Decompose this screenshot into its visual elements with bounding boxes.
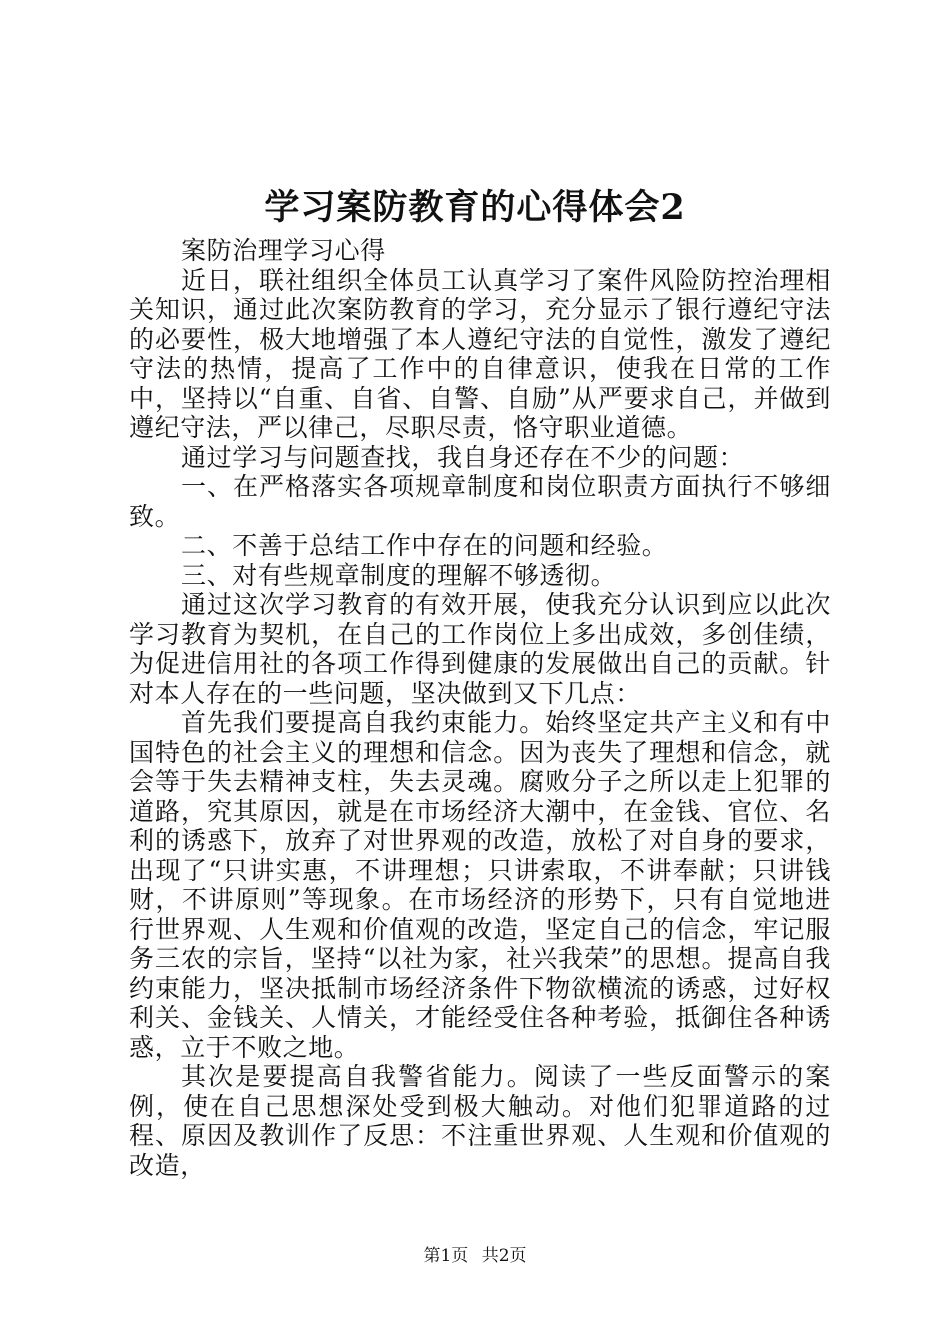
body-paragraph: 通过这次学习教育的有效开展，使我充分认识到应以此次学习教育为契机，在自己的工作岗位上多出成效，多创佳绩，为促进信用社的各项工作得到健康的发展做出自己的贡献。针对本人存在的一些问题，坚决做到又下几点： — [129, 590, 831, 708]
body-paragraph-list-item: 二、不善于总结工作中存在的问题和经验。 — [181, 531, 668, 560]
document-body — [129, 236, 831, 1180]
page-footer — [0, 1244, 950, 1268]
body-paragraph: 其次是要提高自我警省能力。阅读了一些反面警示的案例，使在自己思想深处受到极大触动。对他们犯罪道路的过程、原因及教训作了反思：不注重世界观、人生观和价值观的改造， — [129, 1062, 831, 1180]
page-number-total: 共2页 — [481, 1246, 527, 1266]
page-number-current: 第1页 — [423, 1246, 469, 1266]
body-paragraph-list-item: 三、对有些规章制度的理解不够透彻。 — [181, 560, 617, 590]
body-paragraph: 通过学习与问题查找，我自身还存在不少的问题： — [181, 442, 745, 472]
body-paragraph-heading: 案防治理学习心得 — [181, 236, 386, 265]
document-title: 学习案防教育的心得体会2 — [264, 187, 686, 228]
body-paragraph-list-item: 一、在严格落实各项规章制度和岗位职责方面执行不够细致。 — [129, 472, 831, 531]
body-paragraph: 首先我们要提高自我约束能力。始终坚定共产主义和有中国特色的社会主义的理想和信念。因为丧失了理想和信念，就会等于失去精神支柱，失去灵魂。腐败分子之所以走上犯罪的道路，究其原因，就是在市场经济大潮中，在金钱、官位、名利的诱惑下，放弃了对世界观的改造，放松了对自身的要求，出现了“只讲实惠，不讲理想；只讲索取，不讲奉献；只讲钱财，不讲原则”等现象。在市场经济的形势下，只有自觉地进行世界观、人生观和价值观的改造，坚定自己的信念，牢记服务三农的宗旨，坚持“以社为家，社兴我荣”的思想。提高自我约束能力，坚决抵制市场经济条件下物欲横流的诱惑，过好权利关、金钱关、人情关，才能经受住各种考验，抵御住各种诱惑，立于不败之地。 — [129, 708, 831, 1062]
body-paragraph: 近日，联社组织全体员工认真学习了案件风险防控治理相关知识，通过此次案防教育的学习，充分显示了银行遵纪守法的必要性，极大地增强了本人遵纪守法的自觉性，激发了遵纪守法的热情，提高了工作中的自律意识，使我在日常的工作中，坚持以“自重、自省、自警、自励”从严要求自己，并做到遵纪守法，严以律己，尽职尽责，恪守职业道德。 — [129, 265, 831, 442]
